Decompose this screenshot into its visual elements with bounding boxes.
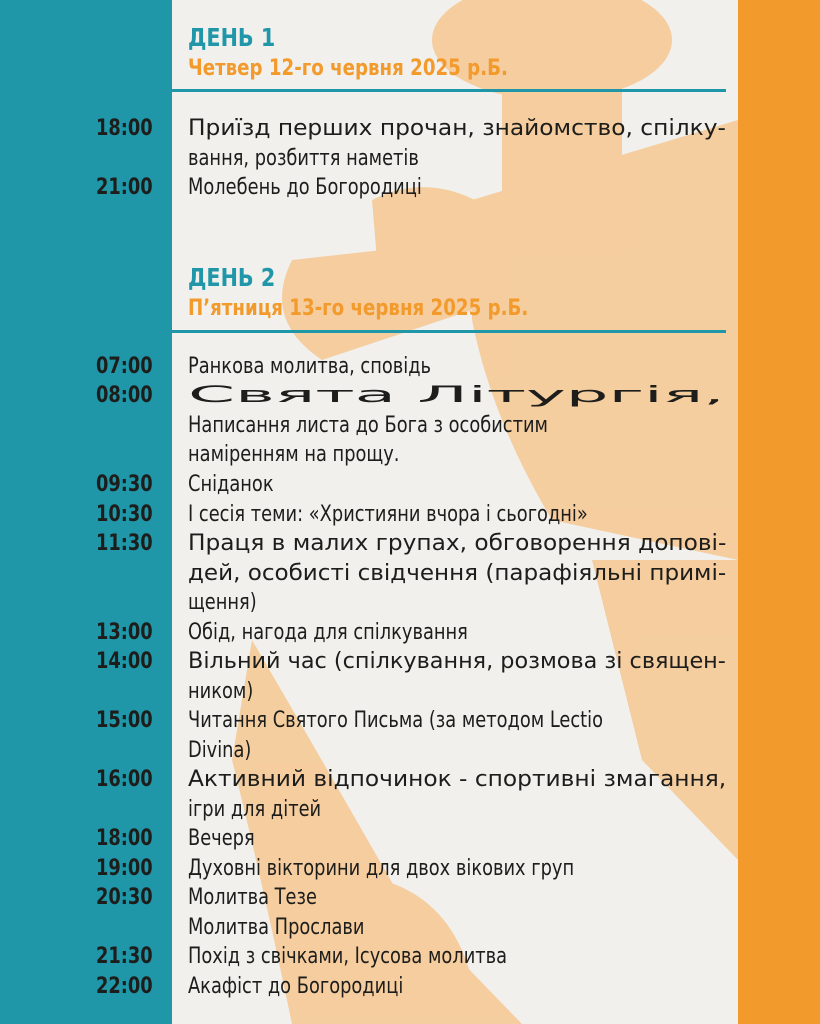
description-line: Молебень до Богородиці (188, 175, 422, 200)
description-line: Активний відпочинок - спортивні змагання, (188, 767, 727, 792)
description-line: Приїзд перших прочан, знайомство, спілку- (188, 116, 726, 141)
item-description (188, 470, 726, 500)
day-1-header (188, 22, 536, 84)
item-time: 20:30 (96, 885, 153, 910)
description-line: наміренням на прощу. (188, 442, 400, 467)
item-description (188, 765, 726, 824)
item-description (188, 381, 726, 470)
item-time: 19:00 (96, 856, 153, 881)
item-time: 21:30 (96, 944, 153, 969)
description-line: Акафіст до Богородиці (188, 974, 404, 999)
day-date: П’ятниця 13-го червня 2025 р.Б. (188, 296, 529, 321)
item-time: 15:00 (96, 708, 153, 733)
description-line: Молитва Тезе (188, 885, 317, 910)
item-description (188, 647, 726, 706)
divider (96, 89, 726, 92)
description-line: щення) (188, 590, 257, 615)
description-line: Ранкова молитва, сповідь (188, 354, 432, 379)
item-description (188, 114, 726, 173)
item-time: 10:30 (96, 502, 153, 527)
item-description (188, 972, 726, 1002)
description-line: Читання Святого Письма (за методом Lectio (188, 708, 603, 733)
item-description (188, 529, 726, 618)
description-line: ником) (188, 678, 254, 704)
description-line: вання, розбиття наметів (188, 145, 419, 171)
item-description (188, 173, 726, 203)
item-description (188, 618, 726, 648)
item-description (188, 352, 726, 382)
description-line: Сніданок (188, 472, 274, 497)
item-time: 21:00 (96, 175, 153, 200)
item-description (188, 500, 726, 530)
description-line: Написання листа до Бога з особистим (188, 412, 548, 438)
description-line: І сесія теми: «Християни вчора і сьогодні» (188, 502, 588, 527)
description-line: Вечеря (188, 826, 255, 851)
item-description (188, 824, 726, 854)
item-description (188, 706, 726, 765)
item-time: 08:00 (96, 383, 153, 408)
description-line: Духовні вікторини для двох вікових груп (188, 856, 575, 881)
day-2-header (188, 262, 558, 324)
description-line: дей, особисті свідчення (парафіяльні примі- (188, 560, 727, 586)
item-description (188, 854, 726, 884)
item-time: 14:00 (96, 649, 153, 674)
item-time: 18:00 (96, 826, 153, 851)
item-time: 11:30 (96, 531, 153, 556)
description-line: Похід з свічками, Ісусова молитва (188, 944, 508, 969)
item-time: 09:30 (96, 472, 153, 497)
item-time: 22:00 (96, 974, 153, 999)
description-line: Вільний час (спілкування, розмова зі священ- (188, 649, 726, 674)
description-line: Праця в малих групах, обговорення допові- (188, 531, 727, 556)
item-description (188, 883, 726, 942)
description-line: Молитва Прослави (188, 914, 365, 940)
item-time: 13:00 (96, 620, 153, 645)
day-date: Четвер 12-го червня 2025 р.Б. (188, 56, 508, 81)
description-line: Свята Літургія, (188, 383, 725, 408)
item-time: 16:00 (96, 767, 153, 792)
item-description (188, 942, 726, 972)
item-time: 07:00 (96, 354, 153, 379)
description-line: Обід, нагода для спілкування (188, 620, 468, 645)
day-title: ДЕНЬ 2 (188, 263, 276, 292)
item-time: 18:00 (96, 116, 153, 141)
day-title: ДЕНЬ 1 (188, 23, 276, 52)
divider (96, 330, 726, 333)
description-line: ігри для дітей (188, 796, 322, 822)
description-line: Divina) (188, 737, 252, 763)
right-color-band (738, 0, 820, 1024)
